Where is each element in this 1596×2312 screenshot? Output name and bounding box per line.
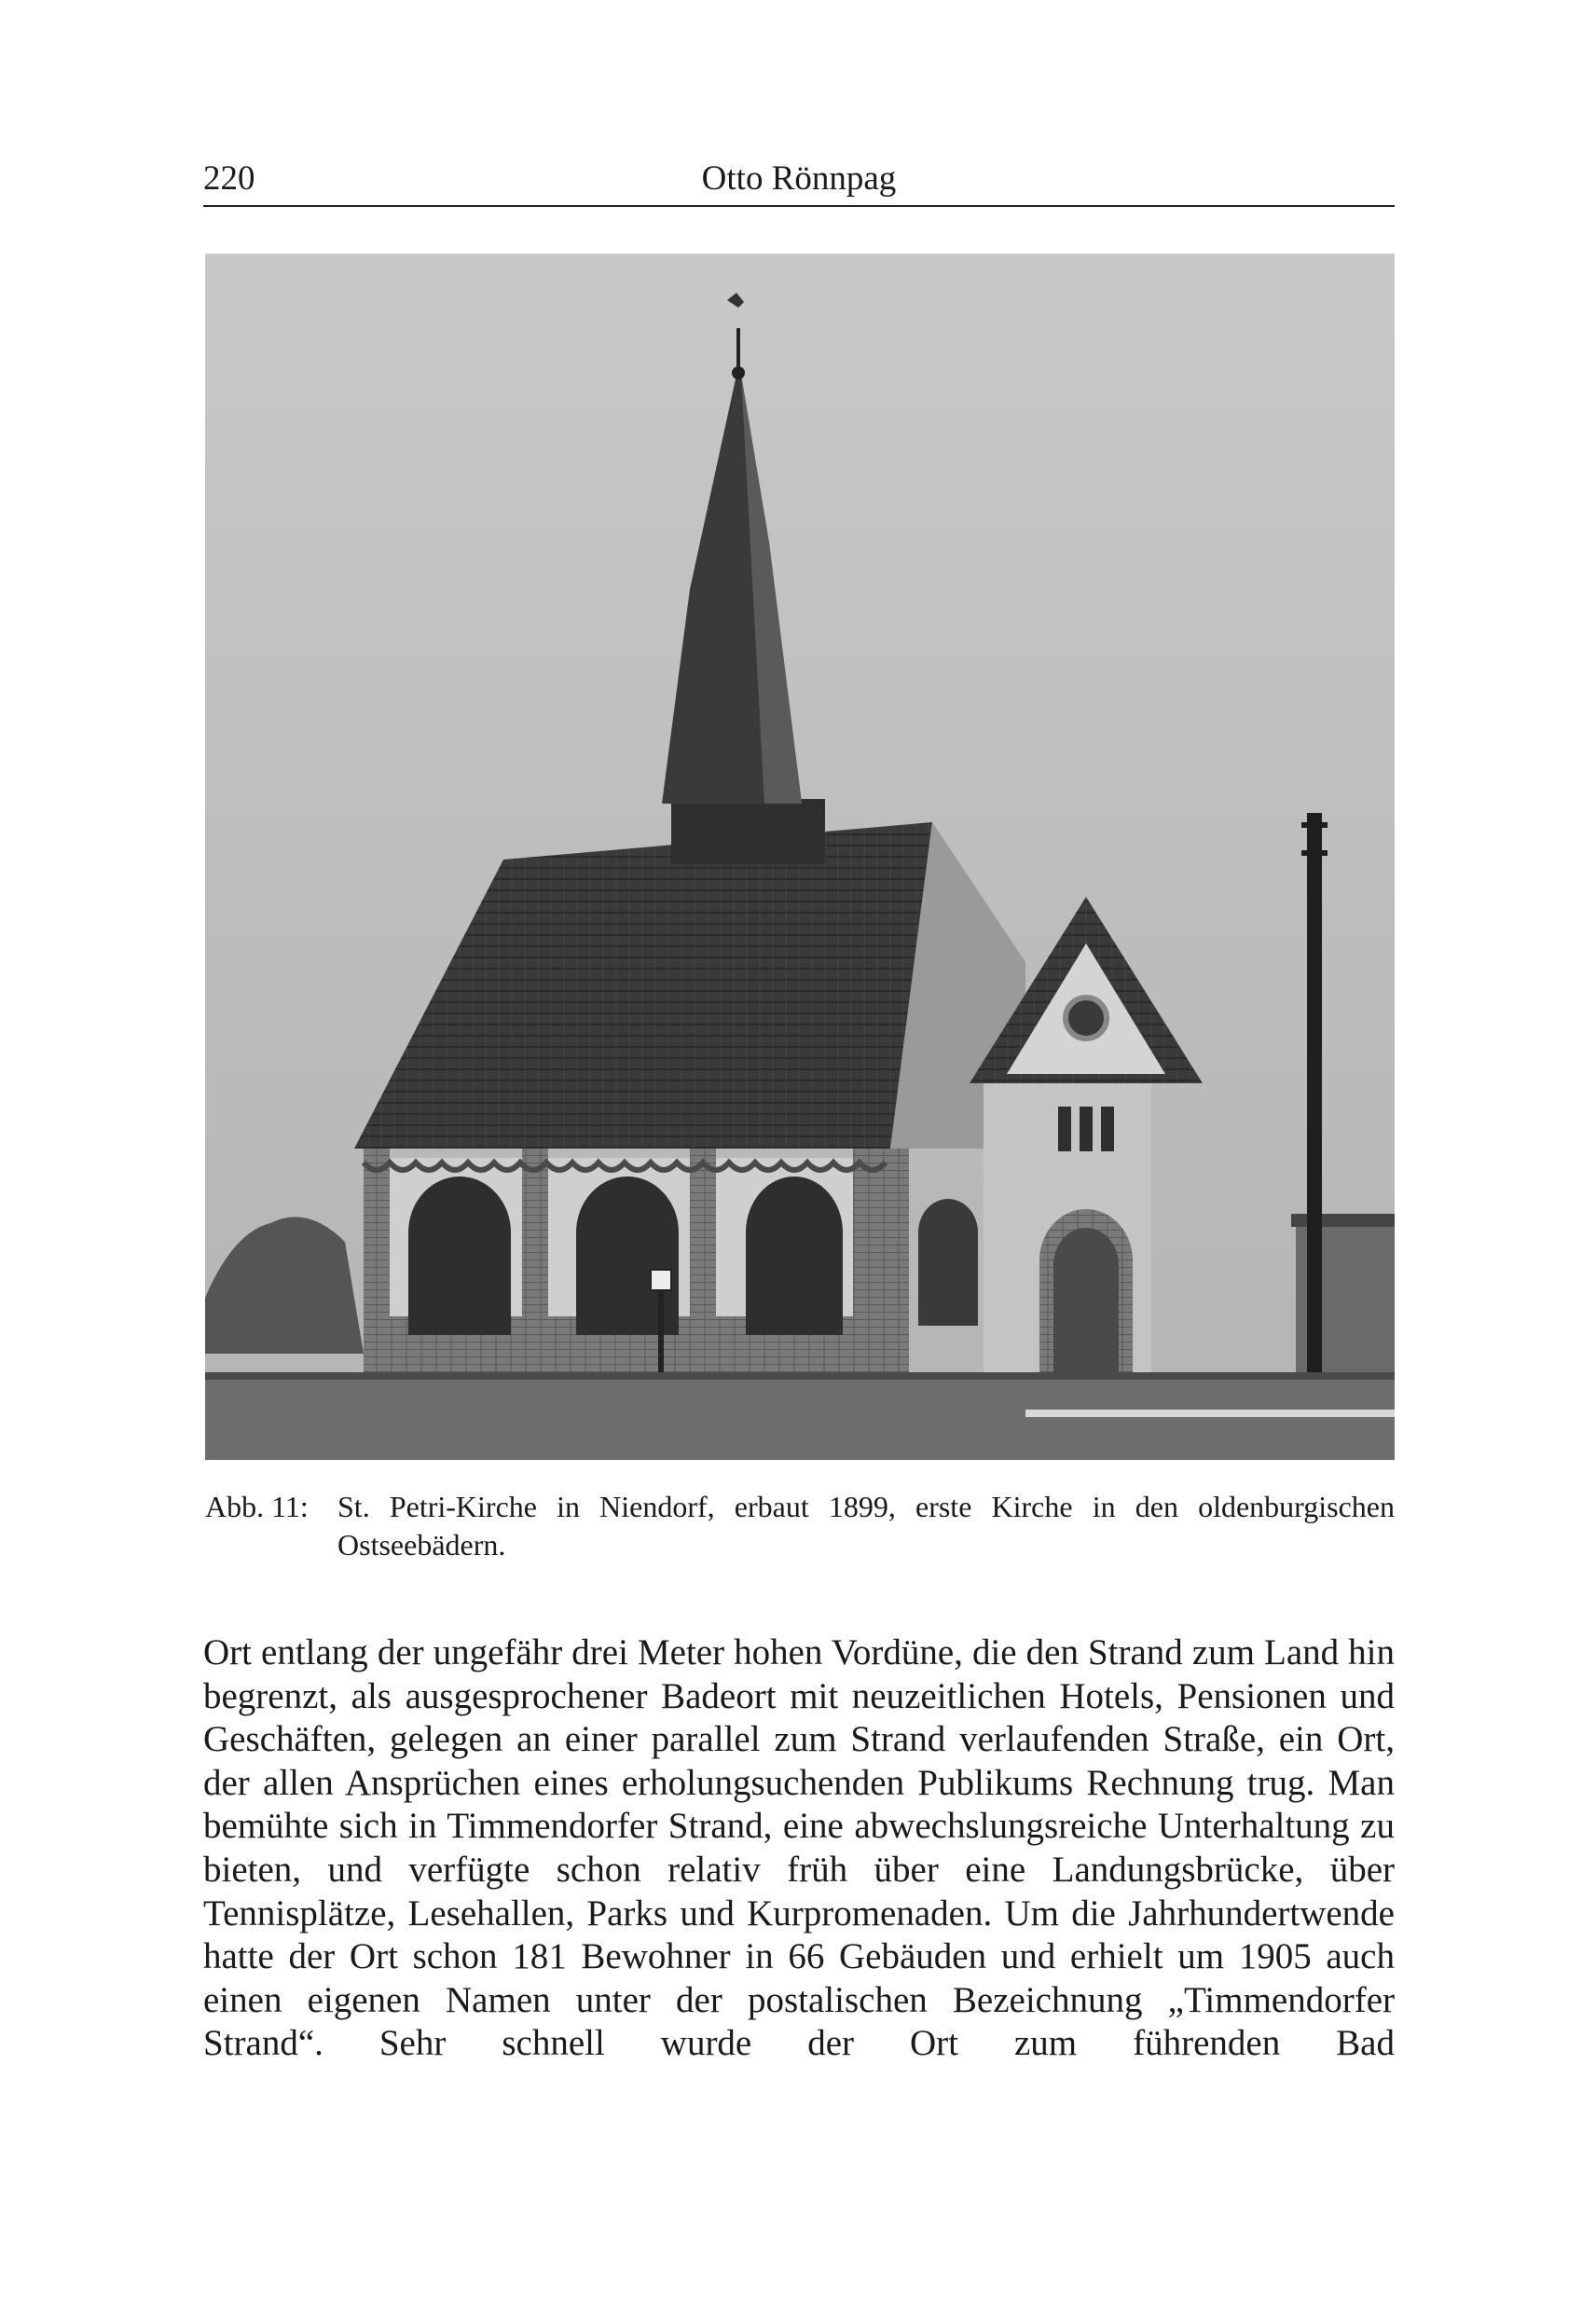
body-paragraph: Ort entlang der ungefähr drei Meter hohen Vordüne, die den Strand zum Land hin begrenzt, als ausgesprochener Badeort mit neuzeitlichen Hotels, Pensionen und Geschäften, gelegen an einer parallel zum Strand verlaufenden Straße, ein Ort, der allen Ansprüchen eines erholungsuchenden Publikums Rechnung trug. Man bemühte sich in Timmendorfer Strand, eine abwechslungsreiche Unterhaltung zu bieten, und verfügte schon relativ früh über eine Landungsbrücke, über Tennisplätze, Lesehallen, Parks und Kurpromenaden. Um die Jahrhundertwende hatte der Ort schon 181 Bewohner in 66 Gebäuden und erhielt um 1905 auch einen eigenen Namen unter der postalischen Bezeichnung „Timmendorfer Strand“. Sehr schnell wurde der Ort zum führenden Bad <box>203 1632 1395 2064</box>
running-title: Otto Rönnpag <box>701 159 897 198</box>
sign-post <box>658 1279 664 1372</box>
church-photograph <box>205 254 1395 1460</box>
caption-text: St. Petri-Kirche in Niendorf, erbaut 1899, erste Kirche in den oldenburgischen Ostseebädern. <box>337 1490 1395 1562</box>
tower-base <box>671 799 825 864</box>
church-door <box>1053 1228 1119 1382</box>
figure-caption <box>205 1488 1395 1564</box>
window-arch <box>746 1177 843 1335</box>
utility-pole <box>1307 813 1322 1372</box>
page-number: 220 <box>203 159 255 198</box>
spire-finial <box>732 366 745 379</box>
church-photo-illustration <box>205 254 1395 1460</box>
window-arch <box>408 1177 511 1335</box>
caption-label: Abb. 11: <box>205 1490 309 1523</box>
round-window <box>1066 998 1107 1039</box>
running-head <box>203 149 1395 207</box>
